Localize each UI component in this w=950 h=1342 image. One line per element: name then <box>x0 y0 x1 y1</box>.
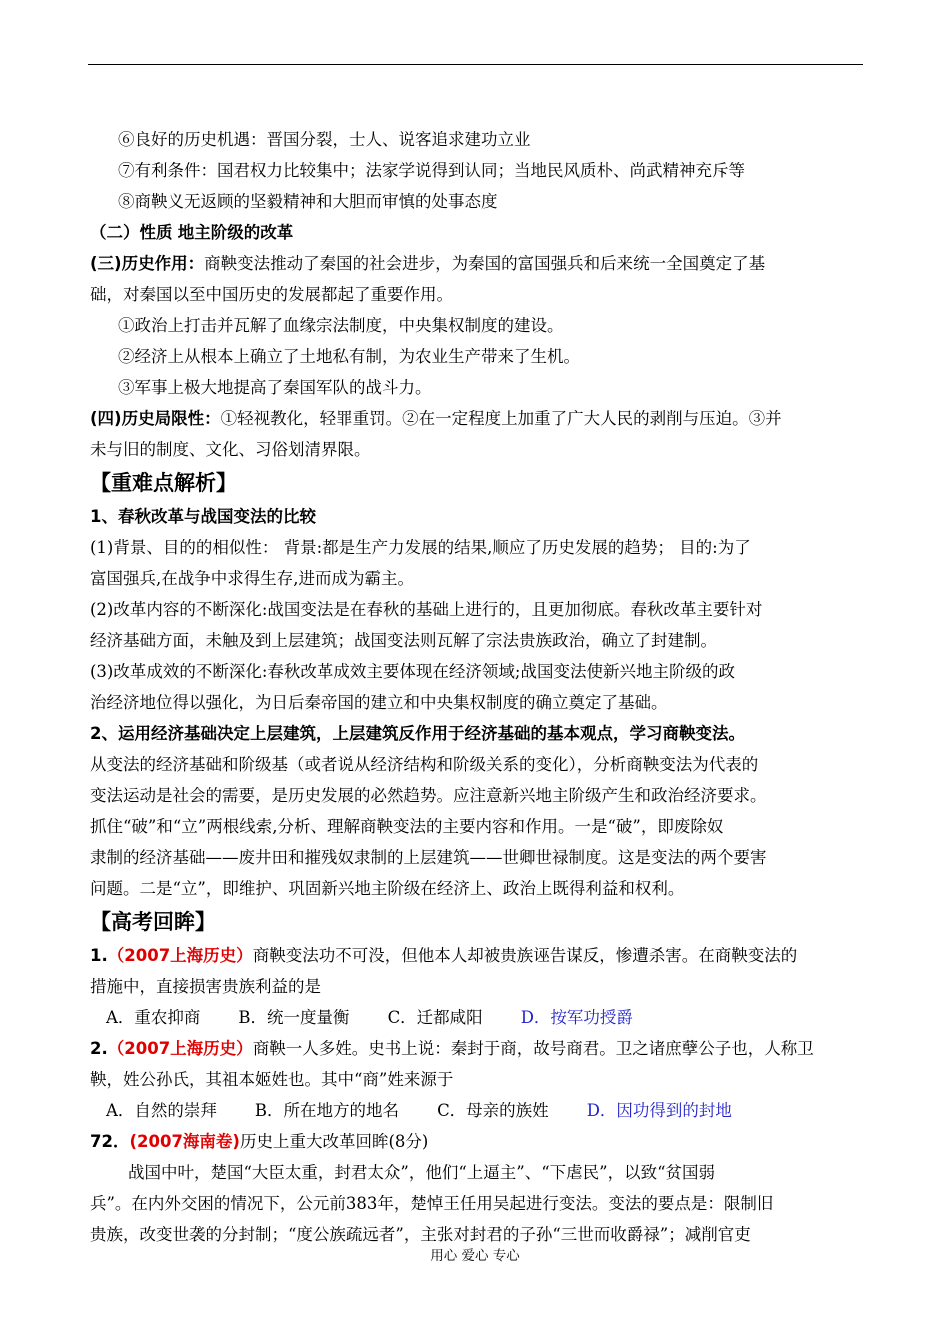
analysis-p4-line5: 问题。二是“立”，即维护、巩固新兴地主阶级在经济上、政治上既得利益和权利。 <box>90 879 685 898</box>
q72-line-1: 战国中叶，楚国“大臣太重，封君太众”，他们“上逼主”、“下虐民”，以致“贫国弱 <box>128 1163 716 1182</box>
analysis-p2-line1: (2)改革内容的不断深化:战国变法是在春秋的基础上进行的，且更加彻底。春秋改革主要针对 <box>90 600 763 619</box>
role-item-3: ③军事上极大地提高了秦国军队的战斗力。 <box>118 378 432 397</box>
q72-source: (2007海南卷) <box>129 1132 240 1151</box>
point-6: ⑥良好的历史机遇：晋国分裂，士人、说客追求建功立业 <box>118 130 531 149</box>
header-rule <box>88 64 863 65</box>
analysis-p4-line3: 抓住“破”和“立”两根线索,分析、理解商鞅变法的主要内容和作用。一是“破”，即废除奴 <box>90 817 724 836</box>
limits-text-1: ①轻视教化，轻罪重罚。②在一定程度上加重了广大人民的剥削与压迫。③并 <box>220 409 782 428</box>
limits-label: (四)历史局限性： <box>90 409 221 428</box>
q1-option-b: B．统一度量衡 <box>238 1008 350 1027</box>
analysis-heading: 【重难点解析】 <box>90 471 237 495</box>
page-footer: 用心 爱心 专心 <box>430 1248 520 1264</box>
q1-line-1 <box>90 940 863 971</box>
q1-option-c: C．迁都咸阳 <box>387 1008 483 1027</box>
q72-line-2: 兵”。在内外交困的情况下，公元前383年，楚悼王任用吴起进行变法。变法的要点是：限制旧 <box>90 1194 774 1213</box>
limits-line-1 <box>90 403 863 434</box>
q72-line-title <box>90 1126 863 1157</box>
q2-source: （2007上海历史） <box>107 1039 253 1058</box>
exam-heading: 【高考回眸】 <box>90 910 216 934</box>
q1-line-2: 措施中，直接损害贵族利益的是 <box>90 977 321 996</box>
q72-title: 历史上重大改革回眸(8分) <box>239 1132 429 1151</box>
analysis-p4-line1: 从变法的经济基础和阶级基（或者说从经济结构和阶级关系的变化），分析商鞅变法为代表的 <box>90 755 759 774</box>
analysis-p3-line2: 治经济地位得以强化，为日后秦帝国的建立和中央集权制度的确立奠定了基础。 <box>90 693 668 712</box>
q72-number: 72． <box>90 1132 130 1151</box>
nature-line <box>90 217 863 248</box>
q1-stem-1: 商鞅变法功不可没，但他本人却被贵族诬告谋反，惨遭杀害。在商鞅变法的 <box>252 946 798 965</box>
role-line-1 <box>90 248 863 279</box>
role-item-1: ①政治上打击并瓦解了血缘宗法制度，中央集权制度的建设。 <box>118 316 564 335</box>
role-text-1: 商鞅变法推动了秦国的社会进步，为秦国的富国强兵和后来统一全国奠定了基 <box>204 254 766 273</box>
q2-stem-1: 商鞅一人多姓。史书上说：秦封于商，故号商君。卫之诸庶孽公子也，人称卫 <box>252 1039 814 1058</box>
q2-option-a: A．自然的崇拜 <box>106 1101 217 1120</box>
q1-source: （2007上海历史） <box>107 946 253 965</box>
nature-text: 地主阶级的改革 <box>177 223 294 242</box>
analysis-p1-line2: 富国强兵,在战争中求得生存,进而成为霸主。 <box>90 569 414 588</box>
role-label: (三)历史作用： <box>90 254 205 273</box>
analysis-p4-line2: 变法运动是社会的需要，是历史发展的必然趋势。应注意新兴地主阶级产生和政治经济要求。 <box>90 786 767 805</box>
analysis-p2-line2: 经济基础方面，未触及到上层建筑；战国变法则瓦解了宗法贵族政治，确立了封建制。 <box>90 631 717 650</box>
limits-line-2: 未与旧的制度、文化、习俗划清界限。 <box>90 440 371 459</box>
analysis-sub-1: 1、春秋改革与战国变法的比较 <box>90 507 316 526</box>
point-7: ⑦有利条件：国君权力比较集中；法家学说得到认同；当地民风质朴、尚武精神充斥等 <box>118 161 745 180</box>
point-8: ⑧商鞅义无返顾的坚毅精神和大胆而审慎的处事态度 <box>118 192 498 211</box>
q2-line-2: 鞅，姓公孙氏，其祖本姬姓也。其中“商”姓来源于 <box>90 1070 454 1089</box>
analysis-p3-line1: (3)改革成效的不断深化:春秋改革成效主要体现在经济领域;战国变法使新兴地主阶级的政 <box>90 662 735 681</box>
q2-line-1 <box>90 1033 863 1064</box>
q2-option-d-answer: D．因功得到的封地 <box>586 1101 732 1120</box>
analysis-p4-line4: 隶制的经济基础——废井田和摧残奴隶制的上层建筑——世卿世禄制度。这是变法的两个要害 <box>90 848 767 867</box>
q2-options <box>90 1095 863 1126</box>
q1-option-d-answer: D．按军功授爵 <box>520 1008 633 1027</box>
document-body <box>90 124 863 1250</box>
q1-option-a: A．重农抑商 <box>106 1008 201 1027</box>
role-line-2: 础，对秦国以至中国历史的发展都起了重要作用。 <box>90 285 453 304</box>
nature-label: （二）性质 <box>90 223 173 242</box>
role-item-2: ②经济上从根本上确立了土地私有制，为农业生产带来了生机。 <box>118 347 580 366</box>
q1-number: 1. <box>90 946 108 965</box>
q1-options <box>90 1002 863 1033</box>
q2-option-c: C．母亲的族姓 <box>437 1101 549 1120</box>
analysis-sub-2: 2、运用经济基础决定上层建筑，上层建筑反作用于经济基础的基本观点，学习商鞅变法。 <box>90 724 745 743</box>
q2-option-b: B．所在地方的地名 <box>254 1101 400 1120</box>
analysis-p1-line1: (1)背景、目的的相似性： 背景:都是生产力发展的结果,顺应了历史发展的趋势； 目的:为了 <box>90 538 751 557</box>
q2-number: 2. <box>90 1039 108 1058</box>
q72-line-3: 贵族，改变世袭的分封制；“度公族疏远者”，主张对封君的子孙“三世而收爵禄”；减削官吏 <box>90 1225 751 1244</box>
